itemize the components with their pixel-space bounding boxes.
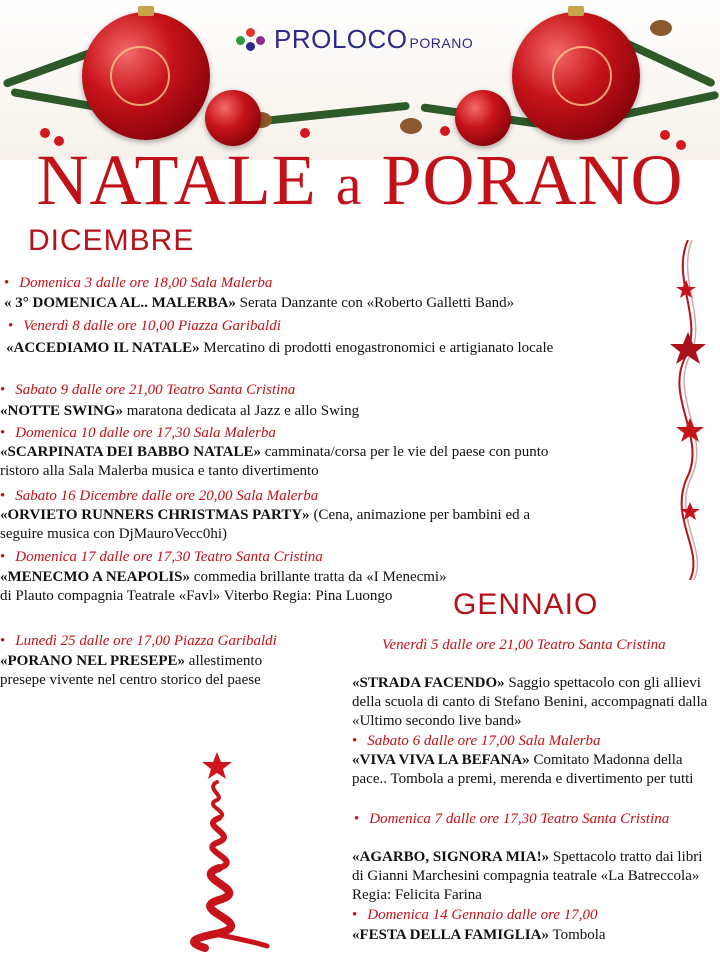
event-description: «ACCEDIAMO IL NATALE» Mercatino di prodotti enogastronomici e artigianato locale [6,340,554,356]
event-description: «ORVIETO RUNNERS CHRISTMAS PARTY» (Cena, animazione per bambini ed a seguire musica con DjMauroVecc0hi) [0,507,531,542]
ornament-large-left [82,12,210,140]
event-date: • Sabato 9 dalle ore 21,00 Teatro Santa Cristina [0,382,296,398]
bullet-icon: • [352,733,358,749]
berry [40,128,50,138]
ornament-small [205,90,261,146]
title-porano: PORANO [362,140,684,220]
proloco-logo-text [274,24,473,55]
bullet-icon: • [8,318,14,334]
bullet-icon: • [0,633,6,649]
event-description: «NOTTE SWING» maratona dedicata al Jazz e allo Swing [0,403,360,419]
event-date: • Domenica 17 dalle ore 17,30 Teatro Santa Cristina [0,549,323,565]
bullet-icon: • [0,425,6,441]
ornament-swirl [552,46,612,106]
event-date: • Sabato 16 Dicembre dalle ore 20,00 Sala Malerba [0,488,319,504]
event-date: • Domenica 3 dalle ore 18,00 Sala Malerba [4,275,273,291]
bullet-icon: • [0,488,6,504]
event-description: «FESTA DELLA FAMIGLIA» Tombola [352,927,606,943]
berry [660,130,670,140]
month-heading-january: GENNAIO [453,588,599,621]
event-date: • Domenica 14 Gennaio dalle ore 17,00 [352,907,598,923]
event-description: «STRADA FACENDO» Saggio spettacolo con gli allievi della scuola di canto di Stefano Benini, accompagnati dalla «Ultimo secondo live band» [352,675,708,729]
title-natale: NATALE [36,140,336,220]
event-date: • Lunedì 25 dalle ore 17,00 Piazza Garibaldi [0,633,277,649]
event-date: • Domenica 10 dalle ore 17,30 Sala Malerba [0,425,276,441]
ornament-swirl [110,46,170,106]
event-description: « 3° DOMENICA AL.. MALERBA» Serata Danzante con «Roberto Galletti Band» [4,295,515,311]
proloco-logo [234,24,473,55]
logo-sub-text: PORANO [409,35,474,51]
event-description: «SCARPINATA DEI BABBO NATALE» camminata/corsa per le vie del paese con punto ristoro alla Sala Malerba musica e tanto divertimento [0,444,549,479]
berry [300,128,310,138]
ornament-cap [568,6,584,16]
ornament-cap [138,6,154,16]
bullet-icon: • [354,811,360,827]
pine-cone [650,20,672,36]
main-title [0,140,720,225]
berry [440,126,450,136]
ribbon-christmas-tree-icon [175,752,271,952]
logo-main-text: PROLOCO [274,24,408,54]
event-description: «MENECMO A NEAPOLIS» commedia brillante tratta da «I Menecmi» di Plauto compagnia Teatrale «Favl» Viterbo Regia: Pina Luongo [0,569,447,604]
event-date: Venerdì 5 dalle ore 21,00 Teatro Santa Cristina [382,637,666,653]
pine-cone [400,118,422,134]
star-icon [202,752,232,779]
month-heading-december: DICEMBRE [28,224,195,257]
event-description: «AGARBO, SIGNORA MIA!» Spettacolo tratto dai libri di Gianni Marchesini compagnia teatrale «La Batreccola» Regia: Felicita Farina [352,849,703,903]
pine-branch [250,102,410,127]
event-description: «PORANO NEL PRESEPE» allestimento presepe vivente nel centro storico del paese [0,653,263,688]
event-description: «VIVA VIVA LA BEFANA» Comitato Madonna della pace.. Tombola a premi, merenda e divertimento per tutti [352,752,694,787]
event-date: • Domenica 7 dalle ore 17,30 Teatro Santa Cristina [354,811,670,827]
ornament-small [455,90,511,146]
bullet-icon: • [0,549,6,565]
event-date: • Sabato 6 dalle ore 17,00 Sala Malerba [352,733,601,749]
title-a: a [335,152,363,217]
bullet-icon: • [352,907,358,923]
event-date: • Venerdì 8 dalle ore 10,00 Piazza Garibaldi [8,318,281,334]
ornament-large-right [512,12,640,140]
bullet-icon: • [4,275,10,291]
star-garland-decoration [660,240,716,580]
proloco-logo-mark-icon [234,26,268,54]
bullet-icon: • [0,382,6,398]
